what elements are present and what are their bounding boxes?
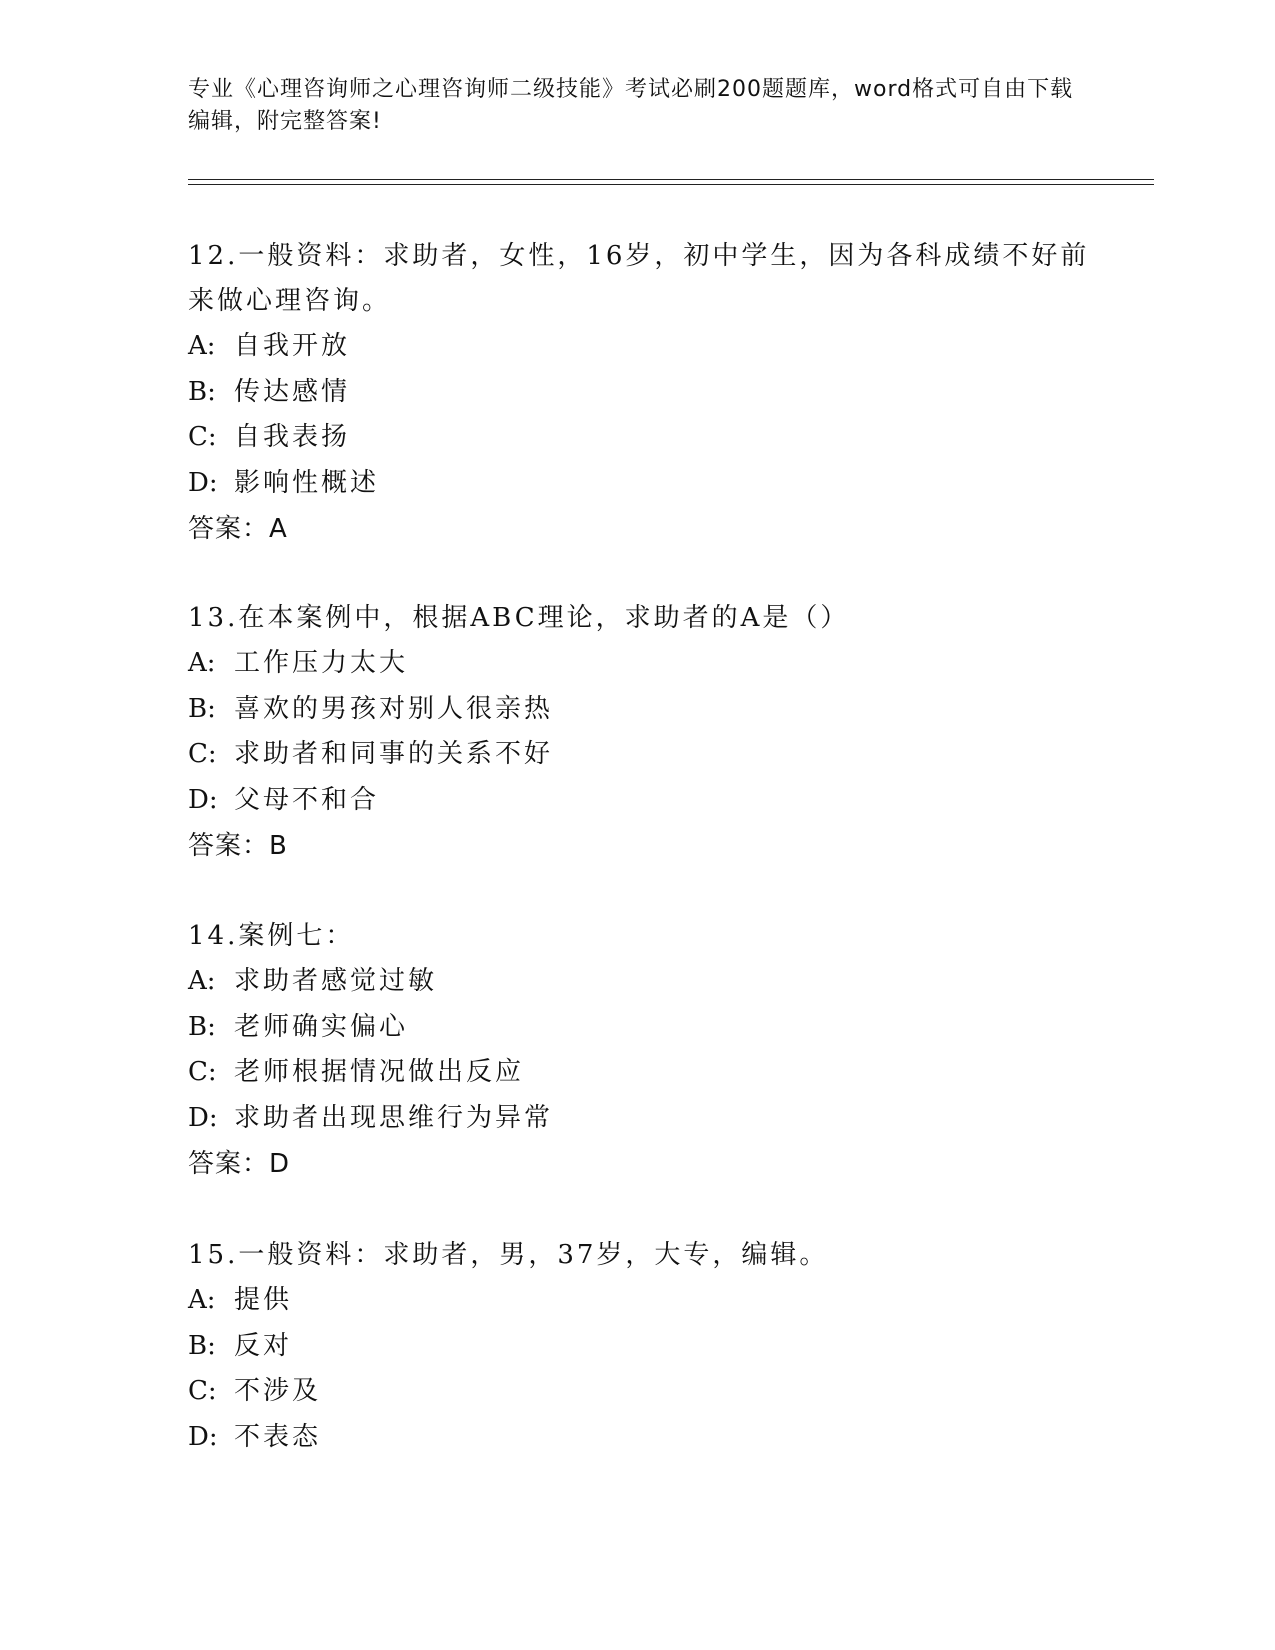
option-c [188,415,1108,461]
option-a [188,1278,1108,1324]
option-letter: D: [188,784,218,815]
option-a [188,959,1108,1005]
option-text: 求助者和同事的关系不好 [234,739,554,770]
option-letter: B: [188,1330,216,1361]
option-letter: C: [188,422,217,453]
option-letter: C: [188,739,217,770]
option-b [188,1324,1108,1370]
header-rule-bottom [188,184,1154,185]
option-text: 老师确实偏心 [234,1011,409,1042]
question-13 [188,596,1108,869]
option-text: 老师根据情况做出反应 [234,1057,525,1088]
header-rule-top [188,179,1154,180]
option-letter: A: [188,648,216,678]
option-c [188,732,1108,778]
option-letter: B: [188,376,216,407]
question-15 [188,1233,1108,1460]
option-letter: D: [188,1102,218,1133]
question-stem: 12.一般资料：求助者，女性，16岁，初中学生，因为各科成绩不好前来做心理咨询。 [188,241,1090,316]
option-d [188,778,1108,824]
option-b [188,687,1108,733]
option-letter: A: [188,966,216,996]
option-text: 喜欢的男孩对别人很亲热 [234,693,554,724]
option-letter: D: [188,1421,218,1452]
option-d [188,1415,1108,1461]
option-text: 反对 [234,1330,293,1361]
option-text: 求助者出现思维行为异常 [234,1102,554,1133]
option-text: 不表态 [234,1421,322,1452]
option-d [188,461,1108,507]
option-b [188,370,1108,416]
option-letter: B: [188,1011,216,1042]
question-stem: 14.案例七： [188,921,355,951]
answer-line: 答案：A [188,514,288,545]
option-c [188,1050,1108,1096]
option-text: 不涉及 [234,1376,322,1407]
question-stem: 13.在本案例中，根据ABC理论，求助者的A是（） [188,603,850,633]
option-letter: D: [188,467,218,498]
option-b [188,1005,1108,1051]
document-header: 专业《心理咨询师之心理咨询师二级技能》考试必刷200题题库，word格式可自由下载编辑，附完整答案! [188,77,1074,134]
option-text: 父母不和合 [234,784,380,815]
option-letter: A: [188,1285,216,1315]
option-letter: A: [188,331,216,361]
option-a [188,324,1108,370]
option-text: 影响性概述 [234,467,380,498]
answer-line: 答案：D [188,1149,291,1180]
option-d [188,1096,1108,1142]
option-letter: C: [188,1057,217,1088]
option-text: 传达感情 [234,376,351,407]
option-text: 自我开放 [234,331,351,361]
question-stem: 15.一般资料：求助者，男，37岁，大专，编辑。 [188,1240,829,1270]
option-text: 自我表扬 [234,422,351,453]
option-text: 工作压力太大 [234,648,409,678]
answer-line: 答案：B [188,831,288,862]
question-12 [188,234,1108,552]
option-c [188,1369,1108,1415]
option-text: 提供 [234,1285,293,1315]
option-a [188,641,1108,687]
question-14 [188,914,1108,1187]
option-letter: C: [188,1376,217,1407]
option-text: 求助者感觉过敏 [234,966,438,996]
option-letter: B: [188,693,216,724]
